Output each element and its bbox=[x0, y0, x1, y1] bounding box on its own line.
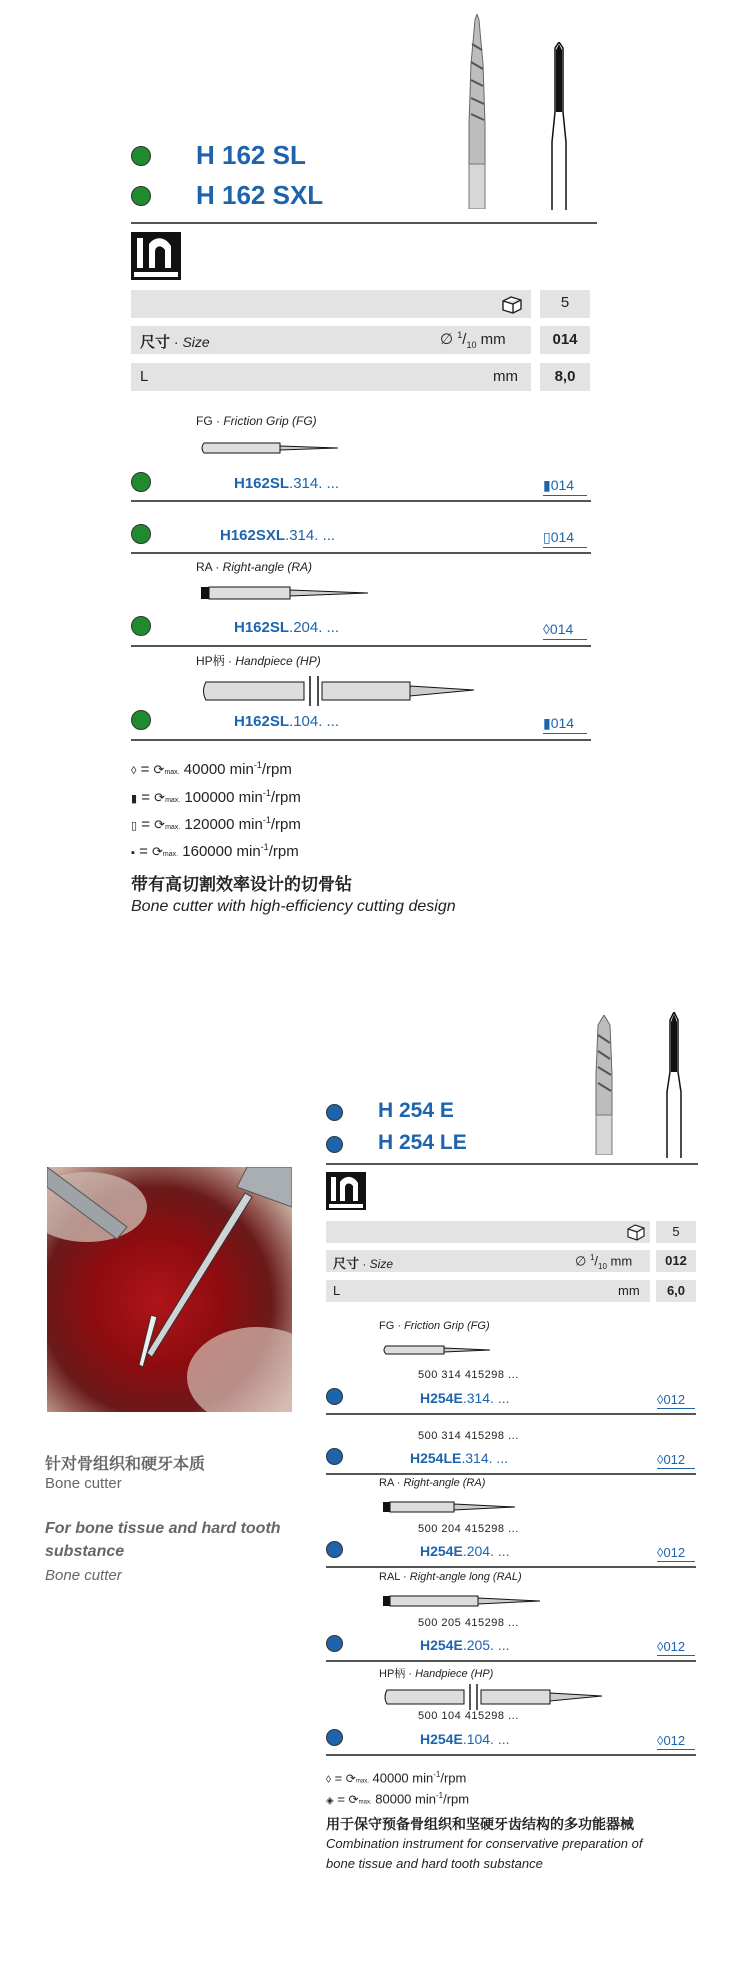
pack-qty: 5 bbox=[560, 294, 570, 311]
length-label: L bbox=[140, 368, 149, 385]
fg-shank-drawing bbox=[382, 1343, 492, 1357]
ra-shank-drawing bbox=[200, 584, 370, 602]
description-en-2: bone tissue and hard tooth substance bbox=[326, 1856, 543, 1871]
shank-label-ra: RA · Right-angle (RA) bbox=[379, 1477, 486, 1489]
tag-underline bbox=[657, 1408, 695, 1409]
shank-label-fg: FG · Friction Grip (FG) bbox=[379, 1320, 490, 1332]
rpm-legend-row: ◊ = ⟳max. 40000 $\min^{-1}$/rpm bbox=[131, 760, 292, 778]
length-value: 6,0 bbox=[666, 1283, 686, 1298]
bur-outline-h254 bbox=[665, 1012, 683, 1158]
divider bbox=[326, 1660, 696, 1662]
description-cn: 用于保守预备骨组织和坚硬牙齿结构的多功能器械 bbox=[326, 1816, 634, 1832]
model-title: H 162 SXL bbox=[196, 180, 324, 210]
size-unit: ∅ $^1/_{10}$ mm bbox=[440, 330, 506, 350]
pack-qty: 5 bbox=[672, 1224, 680, 1239]
divider bbox=[131, 739, 591, 741]
rpm-legend-row: ▯ = ⟳max. 120000 $\min^{-1}$/rpm bbox=[131, 815, 301, 833]
tag-underline bbox=[543, 639, 587, 640]
shank-label-hp: HP柄 · Handpiece (HP) bbox=[379, 1668, 494, 1680]
hp-shank-drawing bbox=[382, 1682, 604, 1712]
bur-photo-h254 bbox=[590, 1015, 618, 1155]
rpm-tag: ◊012 bbox=[657, 1733, 686, 1748]
model-dot bbox=[131, 710, 151, 730]
pack-row bbox=[326, 1221, 650, 1243]
order-code: H254E.205. ... bbox=[420, 1637, 510, 1653]
model-title: H 162 SL bbox=[196, 140, 306, 170]
divider bbox=[326, 1566, 696, 1568]
rpm-tag: ▮014 bbox=[543, 477, 575, 493]
description-cn: 带有高切割效率设计的切骨钻 bbox=[131, 875, 352, 894]
order-code: H254E.314. ... bbox=[420, 1390, 510, 1406]
reference-number: 500 314 415298 ... bbox=[418, 1430, 519, 1442]
size-label: 尺寸 · Size bbox=[140, 334, 210, 351]
fg-shank-drawing bbox=[200, 440, 340, 456]
surgery-photo bbox=[47, 1167, 292, 1412]
order-code: H162SL.314. ... bbox=[234, 475, 340, 492]
shank-label-ra: RA · Right-angle (RA) bbox=[196, 560, 313, 574]
reference-number: 500 204 415298 ... bbox=[418, 1523, 519, 1535]
divider bbox=[131, 552, 591, 554]
size-value: 012 bbox=[665, 1253, 687, 1268]
size-unit: ∅ $^1/_{10}$ mm bbox=[575, 1253, 633, 1271]
order-code: H162SL.204. ... bbox=[234, 619, 340, 636]
side-title-cn: 针对骨组织和硬牙本质 bbox=[45, 1456, 206, 1473]
tag-underline bbox=[657, 1655, 695, 1656]
divider bbox=[131, 222, 597, 224]
model-dot bbox=[326, 1541, 343, 1558]
hp-shank-drawing bbox=[200, 674, 476, 708]
model-title: H 254 E bbox=[378, 1099, 454, 1122]
model-dot bbox=[326, 1729, 343, 1746]
divider bbox=[326, 1413, 696, 1415]
model-dot bbox=[131, 186, 151, 206]
tag-underline bbox=[543, 495, 587, 496]
bone-cutter-logo-icon bbox=[131, 232, 181, 280]
shank-label-hp: HP柄 · Handpiece (HP) bbox=[196, 654, 321, 668]
model-dot bbox=[131, 146, 151, 166]
divider bbox=[131, 500, 591, 502]
description-en: Bone cutter with high-efficiency cutting design bbox=[131, 898, 456, 915]
photo-drawing bbox=[47, 1167, 292, 1412]
rpm-legend-row: ◊ = ⟳max. 40000 $\min^{-1}$/rpm bbox=[326, 1770, 467, 1786]
tag-underline bbox=[543, 547, 587, 548]
tag-underline bbox=[657, 1468, 695, 1469]
side-title-en: For bone tissue and hard tooth bbox=[45, 1520, 281, 1537]
shank-label-ral: RAL · Right-angle long (RAL) bbox=[379, 1571, 522, 1583]
model-dot bbox=[131, 472, 151, 492]
order-code: H162SL.104. ... bbox=[234, 713, 340, 730]
tag-underline bbox=[657, 1749, 695, 1750]
package-icon bbox=[500, 294, 524, 314]
length-label: L bbox=[333, 1283, 341, 1298]
ra-shank-drawing bbox=[382, 1499, 517, 1515]
rpm-tag: ▯014 bbox=[543, 529, 575, 545]
divider bbox=[326, 1163, 698, 1165]
tag-underline bbox=[543, 733, 587, 734]
tag-underline bbox=[657, 1561, 695, 1562]
shank-label-fg: FG · Friction Grip (FG) bbox=[196, 414, 317, 428]
model-dot bbox=[326, 1635, 343, 1652]
size-label: 尺寸 · Size bbox=[333, 1256, 394, 1271]
rpm-tag: ▮014 bbox=[543, 715, 575, 731]
side-subtitle-en-2: Bone cutter bbox=[45, 1567, 122, 1584]
model-dot bbox=[326, 1104, 343, 1121]
rpm-tag: ◊012 bbox=[657, 1392, 686, 1407]
rpm-tag: ◊012 bbox=[657, 1452, 686, 1467]
reference-number: 500 314 415298 ... bbox=[418, 1369, 519, 1381]
model-dot bbox=[326, 1448, 343, 1465]
pack-row bbox=[131, 290, 531, 318]
description-en: Combination instrument for conservative preparation of bbox=[326, 1836, 643, 1851]
rpm-tag: ◊014 bbox=[543, 621, 574, 637]
length-unit: mm bbox=[618, 1283, 640, 1298]
ral-shank-drawing bbox=[382, 1593, 542, 1609]
order-code: H162SXL.314. ... bbox=[220, 527, 336, 544]
divider bbox=[326, 1473, 696, 1475]
divider bbox=[131, 645, 591, 647]
length-row bbox=[326, 1280, 650, 1302]
reference-number: 500 104 415298 ... bbox=[418, 1710, 519, 1722]
model-dot bbox=[326, 1388, 343, 1405]
bone-cutter-logo-icon bbox=[326, 1172, 366, 1210]
rpm-legend-row: ◈ = ⟳max. 80000 $\min^{-1}$/rpm bbox=[326, 1791, 470, 1807]
length-unit: mm bbox=[493, 368, 518, 385]
model-dot bbox=[326, 1136, 343, 1153]
order-code: H254LE.314. ... bbox=[410, 1450, 509, 1466]
model-dot bbox=[131, 616, 151, 636]
rpm-legend-row: ▮ = ⟳max. 100000 $\min^{-1}$/rpm bbox=[131, 788, 301, 806]
bur-outline-h162 bbox=[550, 42, 568, 210]
rpm-legend-row: ▪ = ⟳max. 160000 $\min^{-1}$/rpm bbox=[131, 842, 299, 860]
bur-photo-h162 bbox=[463, 14, 491, 209]
length-row bbox=[131, 363, 531, 391]
divider bbox=[326, 1754, 696, 1756]
side-subtitle-en: Bone cutter bbox=[45, 1475, 122, 1492]
model-title: H 254 LE bbox=[378, 1131, 467, 1154]
package-icon bbox=[626, 1223, 646, 1241]
rpm-tag: ◊012 bbox=[657, 1639, 686, 1654]
rpm-tag: ◊012 bbox=[657, 1545, 686, 1560]
order-code: H254E.104. ... bbox=[420, 1731, 510, 1747]
order-code: H254E.204. ... bbox=[420, 1543, 510, 1559]
reference-number: 500 205 415298 ... bbox=[418, 1617, 519, 1629]
side-title-en-2: substance bbox=[45, 1543, 125, 1560]
length-value: 8,0 bbox=[554, 368, 576, 385]
size-value: 014 bbox=[552, 331, 578, 348]
model-dot bbox=[131, 524, 151, 544]
